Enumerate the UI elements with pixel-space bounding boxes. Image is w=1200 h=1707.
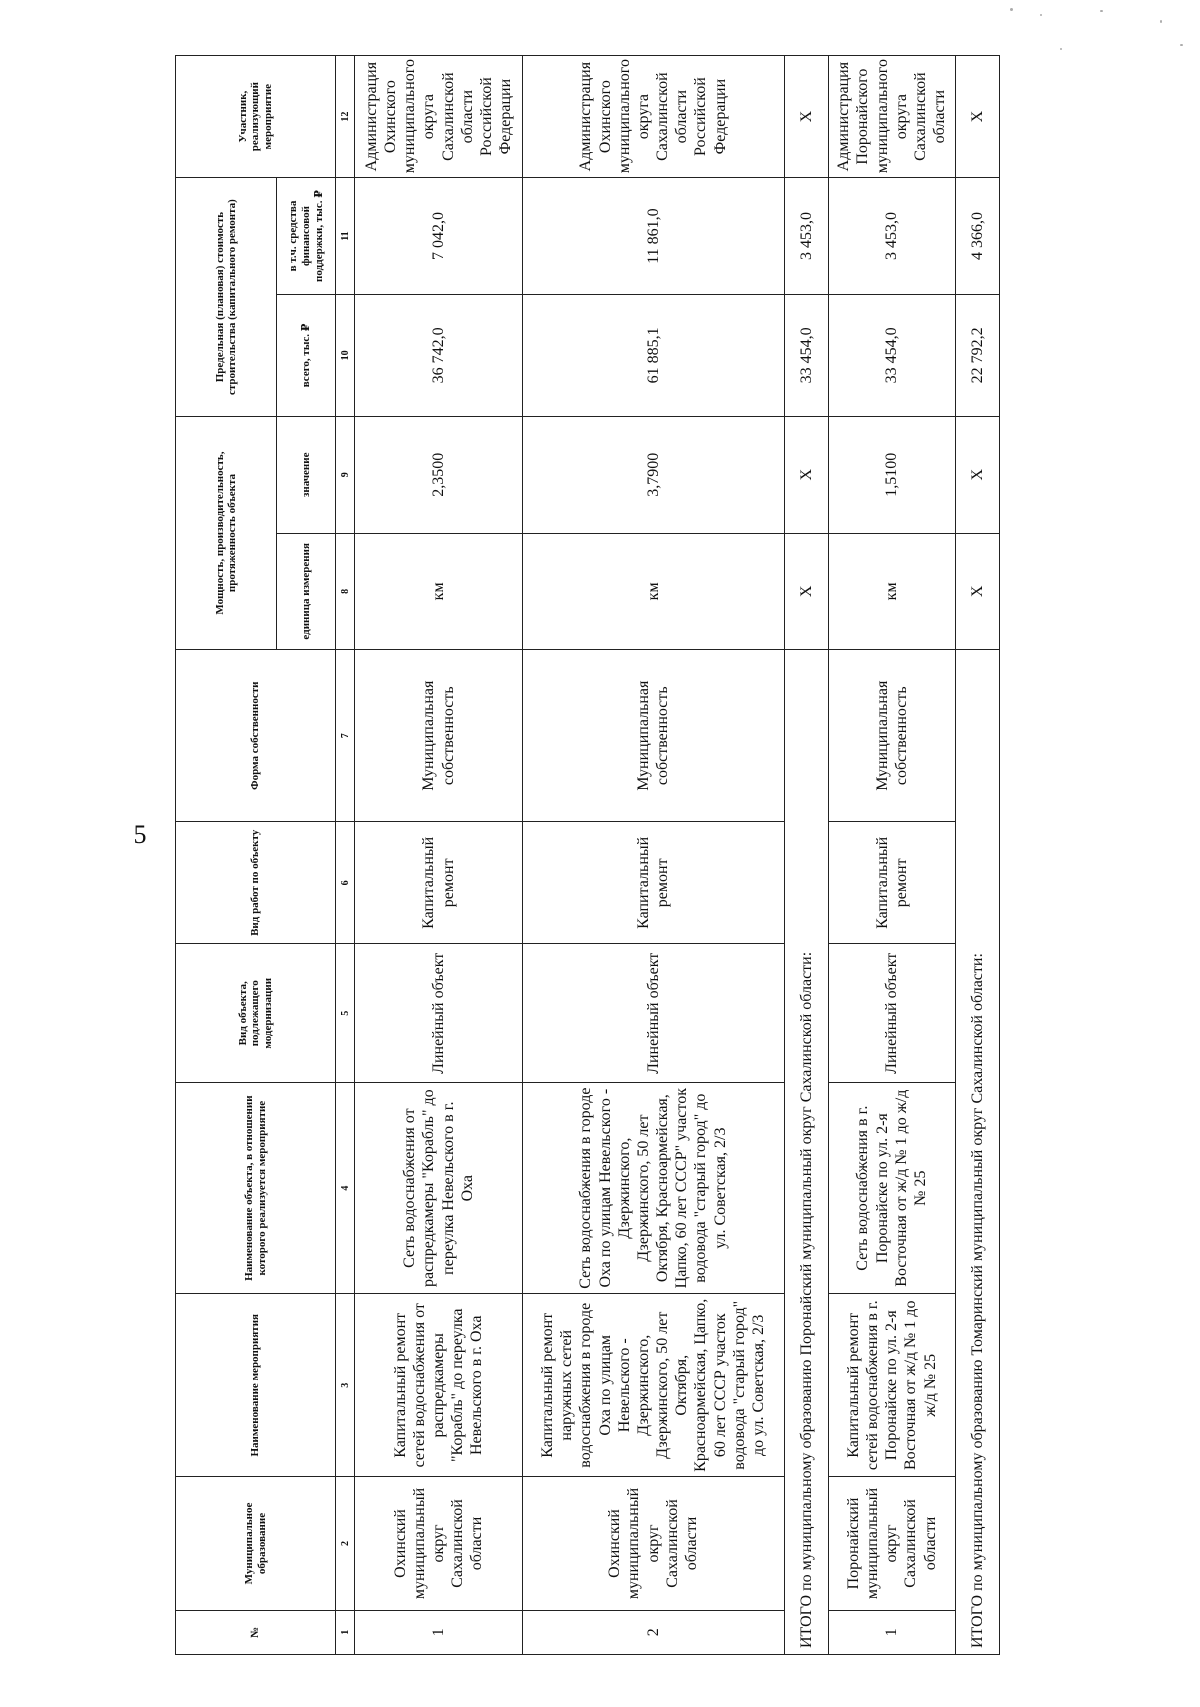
header-ownership: Форма собственности xyxy=(176,650,336,822)
cell-work-type: Капитальный ремонт xyxy=(355,822,522,944)
column-number: 2 xyxy=(336,1477,355,1610)
cell-unit: км xyxy=(828,533,955,650)
scan-speck xyxy=(1010,8,1013,11)
cell-measure-name: Капитальный ремонт сетей водоснабжения в г. Поронайске по ул. 2-я Восточная от ж/д № 1 до ж/д № 25 xyxy=(828,1294,955,1477)
header-cost-total: всего, тыс. ₽ xyxy=(277,294,336,416)
total-row xyxy=(784,56,828,1655)
column-number: 1 xyxy=(336,1610,355,1654)
cell-value: 2,3500 xyxy=(355,416,522,533)
cell-value: Х xyxy=(784,416,828,533)
column-number: 7 xyxy=(336,650,355,822)
column-number: 5 xyxy=(336,944,355,1083)
scan-speck xyxy=(1160,20,1162,23)
column-number: 4 xyxy=(336,1083,355,1294)
scan-speck xyxy=(1180,44,1183,46)
cell-cost-support: 3 453,0 xyxy=(828,178,955,295)
header-object-type: Вид объекта, подлежащего модернизации xyxy=(176,944,336,1083)
cell-cost-total: 33 454,0 xyxy=(784,294,828,416)
cell-object-type: Линейный объект xyxy=(522,944,784,1083)
total-row xyxy=(955,56,999,1655)
column-number: 6 xyxy=(336,822,355,944)
cell-cost-total: 33 454,0 xyxy=(828,294,955,416)
cell-object-type: Линейный объект xyxy=(828,944,955,1083)
header-object-name: Наименование объекта, в отношении которого реализуется мероприятие xyxy=(176,1083,336,1294)
cell-no: 1 xyxy=(828,1610,955,1654)
page-number: 5 xyxy=(133,820,147,849)
column-number: 11 xyxy=(336,178,355,295)
cell-unit: Х xyxy=(784,533,828,650)
cell-object-name: Сеть водоснабжения в г. Поронайске по ул. 2-я Восточная от ж/д № 1 до ж/д № 25 xyxy=(828,1083,955,1294)
scan-speck xyxy=(1040,14,1042,16)
cell-cost-support: 11 861,0 xyxy=(522,178,784,295)
cell-cost-total: 61 885,1 xyxy=(522,294,784,416)
cell-unit: Х xyxy=(955,533,999,650)
scan-speck xyxy=(1060,48,1062,50)
cell-unit: км xyxy=(355,533,522,650)
cell-value: 3,7900 xyxy=(522,416,784,533)
cell-cost-total: 36 742,0 xyxy=(355,294,522,416)
objects-table xyxy=(175,55,1000,1655)
header-cost: Предельная (плановая) стоимость строительства (капитального ремонта) xyxy=(176,178,277,417)
cell-cost-support: 4 366,0 xyxy=(955,178,999,295)
cell-work-type: Капитальный ремонт xyxy=(828,822,955,944)
header-measure-name: Наименование мероприятия xyxy=(176,1294,336,1477)
header-cost-support: в т.ч. средства финансовой поддержки, тыс. ₽ xyxy=(277,178,336,295)
cell-no: 1 xyxy=(355,1610,522,1654)
header-capacity-value: значение xyxy=(277,416,336,533)
column-number: 3 xyxy=(336,1294,355,1477)
column-number: 8 xyxy=(336,533,355,650)
column-number: 12 xyxy=(336,56,355,178)
cell-no: 2 xyxy=(522,1610,784,1654)
header-capacity-unit: единица измерения xyxy=(277,533,336,650)
cell-work-type: Капитальный ремонт xyxy=(522,822,784,944)
cell-measure-name: Капитальный ремонт сетей водоснабжения от распредкамеры "Корабль" до переулка Невельского в г. Оха xyxy=(355,1294,522,1477)
cell-municipality: Поронайский муниципальный округ Сахалинской области xyxy=(828,1477,955,1610)
table-row xyxy=(355,56,522,1655)
header-municipality: Муниципальное образование xyxy=(176,1477,336,1610)
column-number: 9 xyxy=(336,416,355,533)
rotated-table-sheet xyxy=(175,55,1000,1655)
cell-participant: Х xyxy=(955,56,999,178)
cell-cost-total: 22 792,2 xyxy=(955,294,999,416)
header-work-type: Вид работ по объекту xyxy=(176,822,336,944)
cell-participant: Х xyxy=(784,56,828,178)
cell-ownership: Муниципальная собственность xyxy=(522,650,784,822)
cell-ownership: Муниципальная собственность xyxy=(355,650,522,822)
header-capacity: Мощность, производительность, протяженность объекта xyxy=(176,416,277,649)
cell-ownership: Муниципальная собственность xyxy=(828,650,955,822)
cell-object-name: Сеть водоснабжения от распредкамеры "Корабль" до переулка Невельского в г. Оха xyxy=(355,1083,522,1294)
cell-cost-support: 3 453,0 xyxy=(784,178,828,295)
column-number: 10 xyxy=(336,294,355,416)
cell-cost-support: 7 042,0 xyxy=(355,178,522,295)
cell-participant: Администрация Охинского муниципального округа Сахалинской области Российской Федерации xyxy=(522,56,784,178)
table-row xyxy=(828,56,955,1655)
cell-municipality: Охинский муниципальный округ Сахалинской области xyxy=(355,1477,522,1610)
cell-value: Х xyxy=(955,416,999,533)
table-row xyxy=(522,56,784,1655)
cell-measure-name: Капитальный ремонт наружных сетей водоснабжения в городе Оха по улицам Невельского - Дзержинского, Дзержинского, 50 лет Октября, Красноармейская, Цапко, 60 лет СССР участок водовода "старый город" до ул. Советская, 2/3 xyxy=(522,1294,784,1477)
cell-participant: Администрация Поронайского муниципального округа Сахалинской области xyxy=(828,56,955,178)
total-label: ИТОГО по муниципальному образованию Поронайский муниципальный округ Сахалинской области: xyxy=(784,650,828,1655)
cell-municipality: Охинский муниципальный округ Сахалинской области xyxy=(522,1477,784,1610)
header-participant: Участник, реализующий мероприятие xyxy=(176,56,336,178)
scan-speck xyxy=(1100,10,1103,12)
total-label: ИТОГО по муниципальному образованию Томаринский муниципальный округ Сахалинской области: xyxy=(955,650,999,1655)
cell-participant: Администрация Охинского муниципального округа Сахалинской области Российской Федерации xyxy=(355,56,522,178)
cell-object-type: Линейный объект xyxy=(355,944,522,1083)
cell-value: 1,5100 xyxy=(828,416,955,533)
header-no: № xyxy=(176,1610,336,1654)
cell-object-name: Сеть водоснабжения в городе Оха по улицам Невельского - Дзержинского, Дзержинского, 50 лет Октября, Красноармейская, Цапко, 60 лет СССР" участок водовода "старый город" до ул. Советская, 2/3 xyxy=(522,1083,784,1294)
cell-unit: км xyxy=(522,533,784,650)
